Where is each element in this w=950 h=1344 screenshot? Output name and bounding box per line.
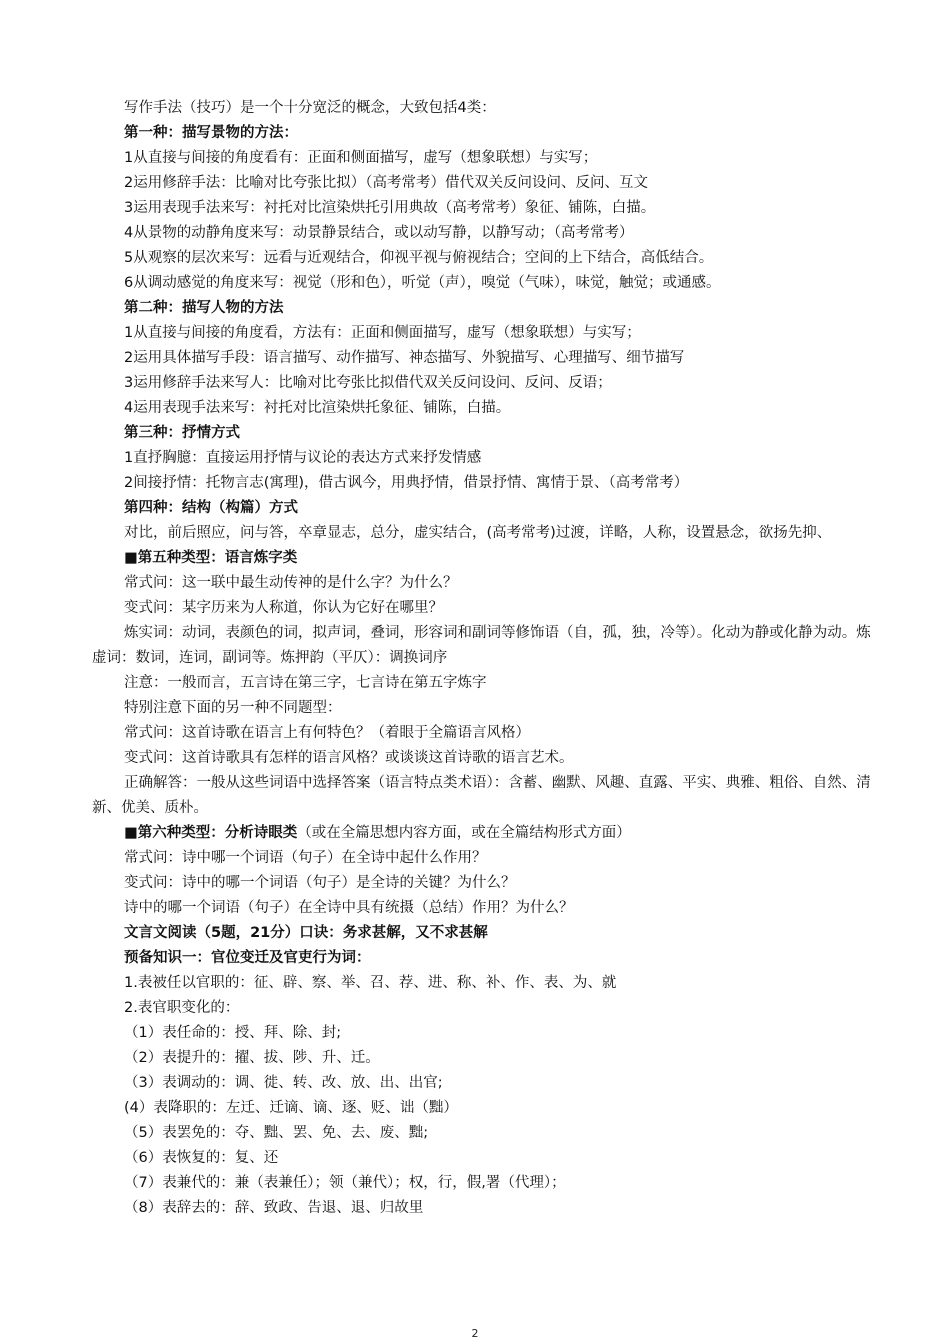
intro-line: 写作手法（技巧）是一个十分宽泛的概念，大致包括4类：	[124, 100, 496, 116]
text-line: 1直抒胸臆：直接运用抒情与议论的表达方式来抒发情感	[124, 450, 482, 466]
text-line: 变式问：这首诗歌具有怎样的语言风格？或谈谈这首诗歌的语言艺术。	[124, 750, 574, 766]
text-line: 诗中的哪一个词语（句子）在全诗中具有统摄（总结）作用？为什么？	[124, 900, 574, 916]
document-body	[92, 96, 872, 1221]
text-line: 1从直接与间接的角度看有：正面和侧面描写，虚写（想象联想）与实写；	[124, 150, 598, 166]
list-item: （3）表调动的：调、徙、转、改、放、出、出官;	[124, 1075, 443, 1091]
text-line: 2.表官职变化的：	[124, 1000, 240, 1016]
text-line: 2间接抒情：托物言志(寓理)，借古讽今，用典抒情，借景抒情、寓情于景、（高考常考）	[124, 475, 689, 491]
section-heading-5: ■第五种类型：语言炼字类	[124, 550, 298, 566]
text-paragraph: 炼实词：动词，表颜色的词，拟声词，叠词，形容词和副词等修饰语（自，孤，独，冷等）。化动为静或化静为动。炼虚词：数词，连词，副词等。炼押韵（平仄）：调换词序	[92, 625, 871, 666]
text-paragraph: 对比，前后照应，问与答，卒章显志，总分，虚实结合，(高考常考)过渡，详略，人称，设置悬念，欲扬先抑、	[124, 525, 832, 541]
text-line: 4运用表现手法来写：衬托对比渲染烘托象征、铺陈，白描。	[124, 400, 511, 416]
list-item: （8）表辞去的：辞、致政、告退、退、归故里	[124, 1200, 424, 1216]
text-line: 变式问：某字历来为人称道，你认为它好在哪里？	[124, 600, 443, 616]
section-heading-6-note: （或在全篇思想内容方面，或在全篇结构形式方面）	[297, 825, 631, 841]
text-line: 特别注意下面的另一种不同题型：	[124, 700, 342, 716]
text-line: 4从景物的动静角度来写：动景静景结合，或以动写静，以静写动；（高考常考）	[124, 225, 634, 241]
section-heading-prep: 预备知识一：官位变迁及官吏行为词：	[124, 950, 371, 966]
list-item: （5）表罢免的：夺、黜、罢、免、去、废、黜;	[124, 1125, 429, 1141]
section-heading-1: 第一种：描写景物的方法：	[124, 125, 298, 141]
text-line: 常式问：这首诗歌在语言上有何特色？（着眼于全篇语言风格）	[124, 725, 530, 741]
text-line: 1.表被任以官职的：征、辟、察、举、召、荐、进、称、补、作、表、为、就	[124, 975, 617, 991]
text-line: 常式问：这一联中最生动传神的是什么字？为什么？	[124, 575, 458, 591]
text-line: 3运用修辞手法来写人：比喻对比夸张比拟借代双关反问设问、反问、反语；	[124, 375, 612, 391]
list-item: （1）表任命的：授、拜、除、封;	[124, 1025, 342, 1041]
text-line: 1从直接与间接的角度看，方法有：正面和侧面描写，虚写（想象联想）与实写；	[124, 325, 641, 341]
text-line: 常式问：诗中哪一个词语（句子）在全诗中起什么作用？	[124, 850, 487, 866]
section-heading-classical: 文言文阅读（5题，21分）口诀：务求甚解，又不求甚解	[124, 925, 488, 941]
section-heading-2: 第二种：描写人物的方法	[124, 300, 284, 316]
text-line: 注意：一般而言，五言诗在第三字，七言诗在第五字炼字	[124, 675, 487, 691]
text-line: 2运用具体描写手段：语言描写、动作描写、神态描写、外貌描写、心理描写、细节描写	[124, 350, 685, 366]
list-item: （6）表恢复的：复、还	[124, 1150, 279, 1166]
text-paragraph: 正确解答：一般从这些词语中选择答案（语言特点类术语）：含蓄、幽默、风趣、直露、平实、典雅、粗俗、自然、清新、优美、质朴。	[92, 775, 871, 816]
page-number: 2	[471, 1327, 479, 1340]
list-item: （7）表兼代的：兼（表兼任）；领（兼代）；权，行，假,署（代理）；	[124, 1175, 566, 1191]
list-item: (4）表降职的：左迁、迁谪、谪、逐、贬、诎（黜）	[124, 1100, 458, 1116]
list-item: （2）表提升的：擢、拔、陟、升、迁。	[124, 1050, 380, 1066]
section-heading-6: ■第六种类型：分析诗眼类	[124, 825, 298, 841]
text-line: 6从调动感觉的角度来写：视觉（形和色），听觉（声），嗅觉（气味），味觉，触觉；或通感。	[124, 275, 721, 291]
text-line: 2运用修辞手法：比喻对比夸张比拟）（高考常考）借代双关反问设问、反问、互文	[124, 175, 648, 191]
text-line: 变式问：诗中的哪一个词语（句子）是全诗的关键？为什么？	[124, 875, 516, 891]
section-heading-4: 第四种：结构（构篇）方式	[124, 500, 298, 516]
section-heading-3: 第三种：抒情方式	[124, 425, 240, 441]
section-heading-6-line	[92, 821, 872, 846]
text-line: 5从观察的层次来写：远看与近观结合，仰视平视与俯视结合；空间的上下结合，高低结合。	[124, 250, 714, 266]
text-line: 3运用表现手法来写：衬托对比渲染烘托引用典故（高考常考）象征、铺陈，白描。	[124, 200, 656, 216]
